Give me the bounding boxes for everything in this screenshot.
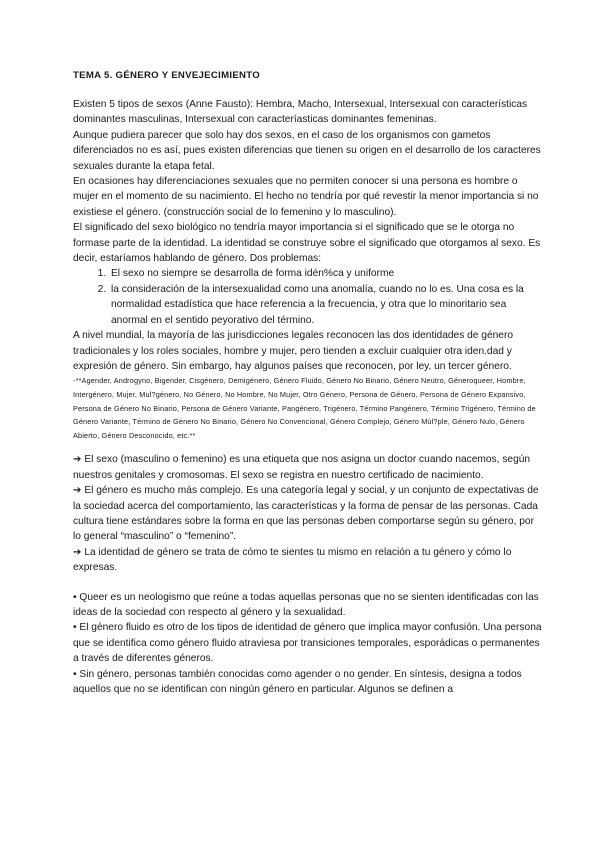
arrow-point-sex: ➔ El sexo (masculino o femenino) es una etiqueta que nos asigna un doctor cuando nacemos, según nuestros genitales y cromosomas. El sexo se registra en nuestro certificado de nacimiento. (73, 454, 531, 481)
bullet-agender: • Sin género, personas también conocidas como agender o no gender. En síntesis, designa a todos aquellos que no se identifican con ningún género en particular. Algunos se definen a (73, 668, 522, 695)
list-item: 2. la consideración de la intersexualidad como una anomalía, cuando no lo es. Una cosa es la normalidad estadística que hace referencia a la frecuencia, y otra que lo minoritario sea anormal en el sentido peyorativo del término. (109, 282, 543, 328)
bullet-queer: • Queer es un neologismo que reúne a todas aquellas personas que no se sienten identificadas con las ideas de la sociedad con respecto al género y la sexualidad. (73, 591, 539, 618)
paragraph-jurisdictions: A nivel mundial, la mayoría de las jurisdicciones legales reconocen las dos identidades de género tradicionales y los roles sociales, hombre y mujer, pero tienden a excluir cualquier otra iden.dad y expresión de género. Sin embargo, hay algunos países que reconocen, por ley, un tercer género. (73, 330, 514, 372)
arrow-point-identity: ➔ La identidad de género se trata de cómo te sientes tu mismo en relación a tu género y cómo lo expresas. (73, 546, 512, 574)
page-title: TEMA 5. GÉNERO Y ENVEJECIMIENTO (73, 70, 261, 81)
list-item: 1. El sexo no siempre se desarrolla de forma idén%ca y uniforme (109, 266, 543, 281)
paragraph-gametes: Aunque pudiera parecer que solo hay dos sexos, en el caso de los organismos con gametos diferenciados no es así, pues existen diferencias que tienen su origen en el desarrollo de los caracteres sexuales durante la etapa fetal. (73, 129, 541, 172)
paragraph-differentiation: En ocasiones hay diferenciaciones sexuales que no permiten conocer si una persona es hombre o mujer en el momento de su nacimiento. El hecho no tendría por qué revestir la menor importancia si no existiese el género. (construcción social de lo femenino y lo masculino). (73, 176, 539, 218)
paragraph-identity: El significado del sexo biológico no tendría mayor importancia si el significado que se le otorga no formase parte de la identidad. La identidad se construye sobre el significado que otorgamos al sexo. Es decir, estaríamos hablando de género. Dos problemas: (73, 222, 541, 265)
bullet-fluid: • El género fluido es otro de los tipos de identidad de género que implica mayor confusión. Una persona que se identifica como género fluido atraviesa por transiciones temporales, esporádicas o permanentes a través de diferentes géneros. (73, 622, 542, 665)
paragraph-sex-types: Existen 5 tipos de sexos (Anne Fausto): Hembra, Macho, Intersexual, Intersexual con características dominantes masculinas, Intersexual con caracteríasticas dominantes femeninas. (73, 99, 528, 126)
problems-list (73, 266, 543, 328)
arrow-point-gender: ➔ El género es mucho más complejo. Es una categoría legal y social, y un conjunto de expectativas de la sociedad acerca del comportamiento, las características y la forma de pensar de las personas. Cada cultura tiene estándares sobre la forma en que las personas deben comportarse según su género, por lo general “masculino” o “femenino”. (73, 485, 539, 543)
document-page (73, 70, 543, 697)
gender-terms-list: -**Agender, Androgyno, Bigender, Cisgénero, Demigénero, Género Fluido, Género No Binario, Género Neutro, Géneroqueer, Hombre, Intergénero, Mujer, Mul?género, No Género, No Hombre, No Mujer, Otro Género, Persona de Género, Persona de Género Expansivo, Persona de Género No Binario, Persona de Género Variante, Pangénero, Trigénero, Término Pangénero, Término Trigénero, Término de Género Variante, Término de Género No Binario, Género No Convencional, Género Complejo, Género Múl?ple, Género Nulo, Género Abierto, Género Desconocido, etc.** (73, 376, 536, 440)
